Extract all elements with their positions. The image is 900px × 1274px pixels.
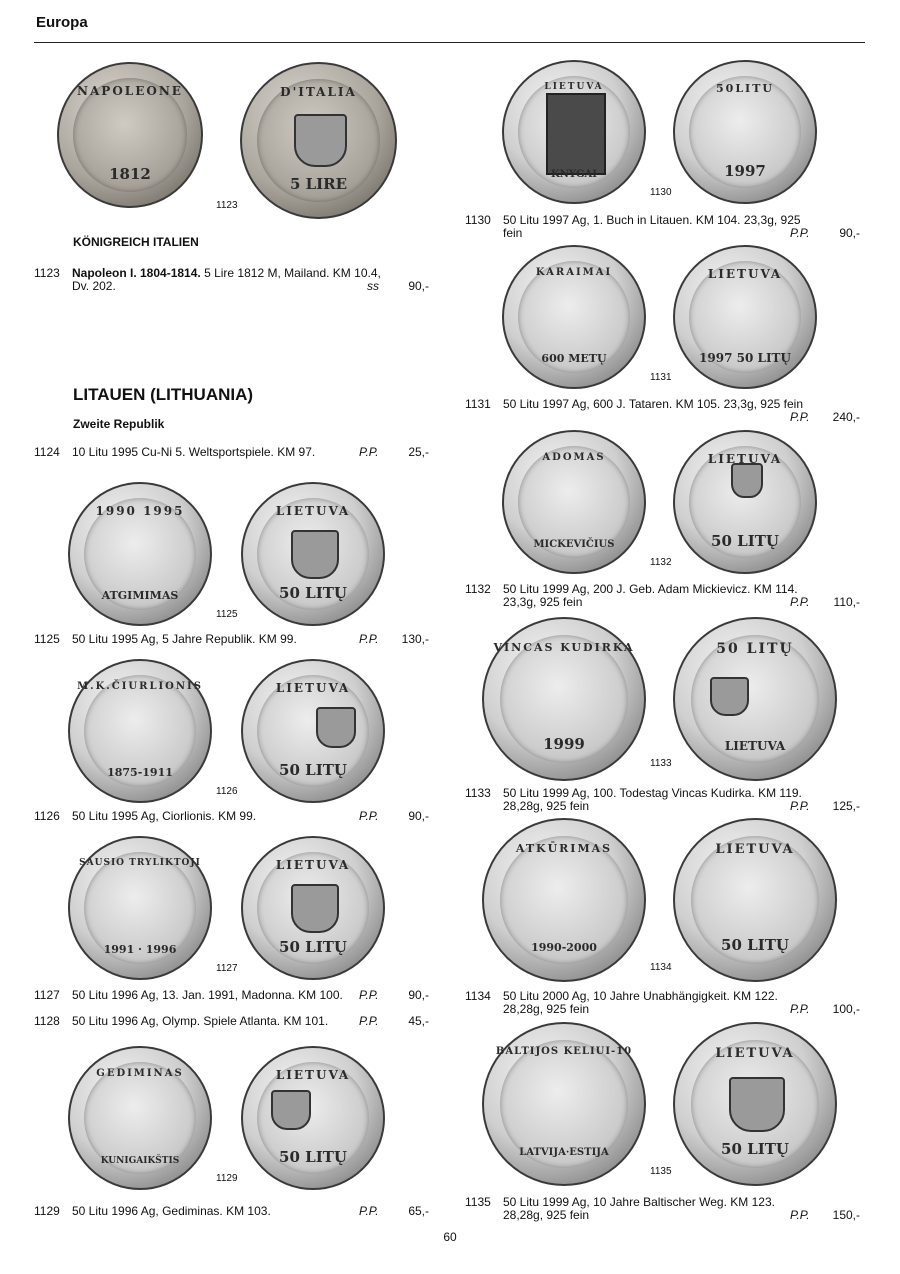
- lot-1125: [34, 633, 434, 647]
- coin-legend: M.K.ČIURLIONIS: [77, 680, 203, 692]
- coin-1130-reverse: [673, 60, 817, 204]
- lot-grade: P.P.: [359, 809, 379, 823]
- image-number: 1123: [216, 200, 238, 211]
- lot-1128: [34, 1015, 434, 1029]
- image-number: 1130: [650, 187, 672, 198]
- coin-1133-reverse: [673, 617, 837, 781]
- coin-legend: LIETUVA: [715, 842, 795, 858]
- coin-legend: VINCAS KUDIRKA: [493, 641, 635, 655]
- coin-1131-reverse: [673, 245, 817, 389]
- lot-price: 90,-: [408, 809, 429, 823]
- lot-1132: [465, 583, 865, 609]
- page-header-title: Europa: [36, 14, 88, 31]
- lot-grade: P.P.: [790, 1002, 810, 1016]
- lot-grade: ss: [367, 279, 379, 293]
- section-title-lithuania: LITAUEN (LITHUANIA): [73, 385, 254, 404]
- lot-description: 50 Litu 1997 Ag, 1. Buch in Litauen. KM 104. 23,3g, 925: [503, 213, 801, 227]
- lot-grade: P.P.: [359, 1014, 379, 1028]
- lot-1127: [34, 989, 434, 1003]
- coin-1134-reverse: [673, 818, 837, 982]
- coin-1123-obverse: [57, 62, 203, 208]
- lot-text-line2: 28,28g, 925 fein: [503, 1002, 590, 1016]
- image-number: 1126: [216, 786, 238, 797]
- lot-grade: P.P.: [359, 632, 379, 646]
- lot-price: 90,-: [839, 226, 860, 240]
- lot-text: 5 Lire 1812 M, Mailand. KM 10.4,: [200, 266, 381, 280]
- lot-price: 240,-: [832, 410, 860, 424]
- coin-legend: LIETUVA: [544, 81, 604, 92]
- coin-legend: LIETUVA: [275, 503, 351, 518]
- lot-description: 50 Litu 1999 Ag, 200 J. Geb. Adam Mickievicz. KM 114.: [503, 582, 798, 596]
- coin-1131-obverse: [502, 245, 646, 389]
- page-number: 60: [443, 1230, 457, 1244]
- coin-legend: ATKŪRIMAS: [515, 842, 613, 856]
- lot-grade: P.P.: [790, 226, 810, 240]
- lot-1130: [465, 214, 865, 240]
- coin-denomination: 50 LITŲ: [279, 937, 347, 956]
- coin-denomination: 50 LITŲ: [721, 1140, 789, 1159]
- lot-text-line2: 28,28g, 925 fein: [503, 1208, 590, 1222]
- coin-legend: BALTIJOS KELIUI-10: [495, 1046, 633, 1058]
- lot-description: 50 Litu 1997 Ag, 600 J. Tataren. KM 105. 23,3g, 925 fein: [503, 397, 803, 411]
- lot-1135: [465, 1196, 865, 1222]
- coin-legend-bottom: 1990-2000: [531, 941, 597, 955]
- coin-legend-bottom: MICKEVIČIUS: [533, 538, 615, 550]
- coin-legend: KARAIMAI: [535, 266, 613, 278]
- coin-legend: D'ITALIA: [280, 85, 357, 100]
- lot-number: 1124: [34, 445, 60, 459]
- coin-date: 1997: [724, 161, 766, 180]
- lot-price: 90,-: [408, 988, 429, 1002]
- coin-legend: NAPOLEONE: [77, 83, 183, 98]
- coin-denomination: 50 LITŲ: [279, 760, 347, 779]
- image-number: 1129: [216, 1173, 238, 1184]
- lot-description: 50 Litu 1996 Ag, Olymp. Spiele Atlanta. KM 101.: [72, 1014, 329, 1028]
- coin-denomination: 50 LITŲ: [279, 583, 347, 602]
- lot-price: 100,-: [832, 1002, 860, 1016]
- lot-price: 150,-: [832, 1208, 860, 1222]
- lot-number: 1125: [34, 632, 60, 646]
- coin-date: 1812: [109, 165, 151, 184]
- lot-description: 50 Litu 1995 Ag, Ciorlionis. KM 99.: [72, 809, 257, 823]
- coin-1127-obverse: [68, 836, 212, 980]
- lot-description: 10 Litu 1995 Cu-Ni 5. Weltsportspiele. KM 97.: [72, 445, 316, 459]
- section-title-italy: KÖNIGREICH ITALIEN: [73, 235, 199, 249]
- coin-legend-bottom: KUNIGAIKŠTIS: [100, 1155, 180, 1166]
- lot-number: 1128: [34, 1014, 60, 1028]
- coin-legend-bottom: KNYGAI: [551, 168, 597, 180]
- coin-1132-obverse: [502, 430, 646, 574]
- coin-legend: LIETUVA: [724, 739, 786, 754]
- coin-legend-bottom: 600 METŲ: [541, 351, 607, 365]
- lot-description: [72, 267, 392, 280]
- lot-description: 50 Litu 1996 Ag, 13. Jan. 1991, Madonna. KM 100.: [72, 988, 343, 1002]
- lot-number: 1126: [34, 809, 60, 823]
- lot-1129: [34, 1205, 434, 1219]
- lot-price: 90,-: [408, 279, 429, 293]
- lot-price: 45,-: [408, 1014, 429, 1028]
- coin-legend-bottom: 1875-1911: [107, 765, 173, 779]
- lot-1123: [34, 267, 434, 293]
- lot-description: 50 Litu 1996 Ag, Gediminas. KM 103.: [72, 1204, 271, 1218]
- coin-1135-reverse: [673, 1022, 837, 1186]
- coin-legend: 1990 1995: [95, 503, 185, 518]
- image-number: 1135: [650, 1166, 672, 1177]
- lot-number: 1135: [465, 1195, 491, 1209]
- coin-1134-obverse: [482, 818, 646, 982]
- lot-number: 1131: [465, 397, 491, 411]
- lot-text-line2: 23,3g, 925 fein: [503, 595, 583, 609]
- image-number: 1127: [216, 963, 238, 974]
- coin-legend: LIETUVA: [275, 680, 351, 695]
- lot-price: 130,-: [401, 632, 429, 646]
- coin-1125-obverse: [68, 482, 212, 626]
- lot-text-line2: fein: [503, 226, 523, 240]
- lot-number: 1133: [465, 786, 491, 800]
- image-number: 1132: [650, 557, 672, 568]
- lot-text-line2: 28,28g, 925 fein: [503, 799, 590, 813]
- coin-1135-obverse: [482, 1022, 646, 1186]
- header-divider: [34, 42, 865, 43]
- coin-legend: ADOMAS: [542, 451, 606, 463]
- coin-denomination: 50 LITŲ: [279, 1147, 347, 1166]
- image-number: 1125: [216, 609, 238, 620]
- coin-legend: SAUSIO TRYLIKTOJI: [79, 857, 201, 868]
- coin-legend: LIETUVA: [707, 266, 783, 281]
- lot-description: 50 Litu 1999 Ag, 10 Jahre Baltischer Weg. KM 123.: [503, 1195, 775, 1209]
- lot-number: 1130: [465, 213, 491, 227]
- coin-denomination: 5 LIRE: [289, 174, 348, 193]
- coin-legend: LIETUVA: [715, 1046, 795, 1062]
- lot-grade: P.P.: [790, 1208, 810, 1222]
- coin-legend: LIETUVA: [275, 857, 351, 872]
- coin-legend-bottom: 1991 · 1996: [103, 942, 177, 956]
- coin-1129-reverse: [241, 1046, 385, 1190]
- lot-description: 50 Litu 1995 Ag, 5 Jahre Republik. KM 99.: [72, 632, 297, 646]
- lot-grade: P.P.: [359, 445, 379, 459]
- lot-grade: P.P.: [790, 410, 810, 424]
- section-subtitle: Zweite Republik: [73, 417, 165, 431]
- lot-text-line2: Dv. 202.: [72, 279, 116, 293]
- image-number: 1133: [650, 758, 672, 769]
- coin-1123-reverse: [240, 62, 397, 219]
- coin-date: 1999: [543, 735, 585, 754]
- coin-legend-bottom: LATVIJA·ESTIJA: [519, 1147, 609, 1159]
- coin-1126-reverse: [241, 659, 385, 803]
- lot-1126: [34, 810, 434, 824]
- lot-1133: [465, 787, 865, 813]
- coin-legend: LIETUVA: [275, 1067, 351, 1082]
- coin-1126-obverse: [68, 659, 212, 803]
- coin-1127-reverse: [241, 836, 385, 980]
- lot-number: 1132: [465, 582, 491, 596]
- lot-price: 110,-: [833, 595, 860, 609]
- coin-denomination: 1997 50 LITŲ: [699, 350, 791, 365]
- image-number: 1131: [650, 372, 672, 383]
- image-number: 1134: [650, 962, 672, 973]
- coin-1129-obverse: [68, 1046, 212, 1190]
- lot-1134: [465, 990, 865, 1016]
- lot-price: 25,-: [408, 445, 429, 459]
- lot-price: 65,-: [408, 1204, 429, 1218]
- coin-1133-obverse: [482, 617, 646, 781]
- lot-price: 125,-: [832, 799, 860, 813]
- coin-1125-reverse: [241, 482, 385, 626]
- coin-legend: LIETUVA: [707, 451, 783, 466]
- coin-legend: 50LITU: [716, 81, 774, 95]
- lot-number: 1129: [34, 1204, 60, 1218]
- coin-denomination: 50 LITŲ: [711, 531, 779, 550]
- lot-grade: P.P.: [359, 988, 379, 1002]
- lot-grade: P.P.: [790, 799, 810, 813]
- lot-grade: P.P.: [790, 595, 810, 609]
- coin-legend-bottom: ATGIMIMAS: [101, 588, 179, 602]
- coin-denomination: 50 LITŲ: [721, 936, 789, 955]
- coin-legend: GEDIMINAS: [96, 1067, 184, 1079]
- coin-1130-obverse: [502, 60, 646, 204]
- lot-description: 50 Litu 1999 Ag, 100. Todestag Vincas Kudirka. KM 119.: [503, 786, 802, 800]
- lot-number: 1134: [465, 989, 491, 1003]
- lot-description: 50 Litu 2000 Ag, 10 Jahre Unabhängigkeit. KM 122.: [503, 989, 778, 1003]
- lot-ruler: Napoleon I. 1804-1814.: [72, 266, 201, 280]
- lot-number: 1123: [34, 266, 60, 280]
- lot-1124: [34, 446, 434, 460]
- coin-1132-reverse: [673, 430, 817, 574]
- lot-1131: [465, 398, 865, 424]
- coin-denomination: 50 LITŲ: [716, 641, 794, 658]
- lot-grade: P.P.: [359, 1204, 379, 1218]
- lot-number: 1127: [34, 988, 60, 1002]
